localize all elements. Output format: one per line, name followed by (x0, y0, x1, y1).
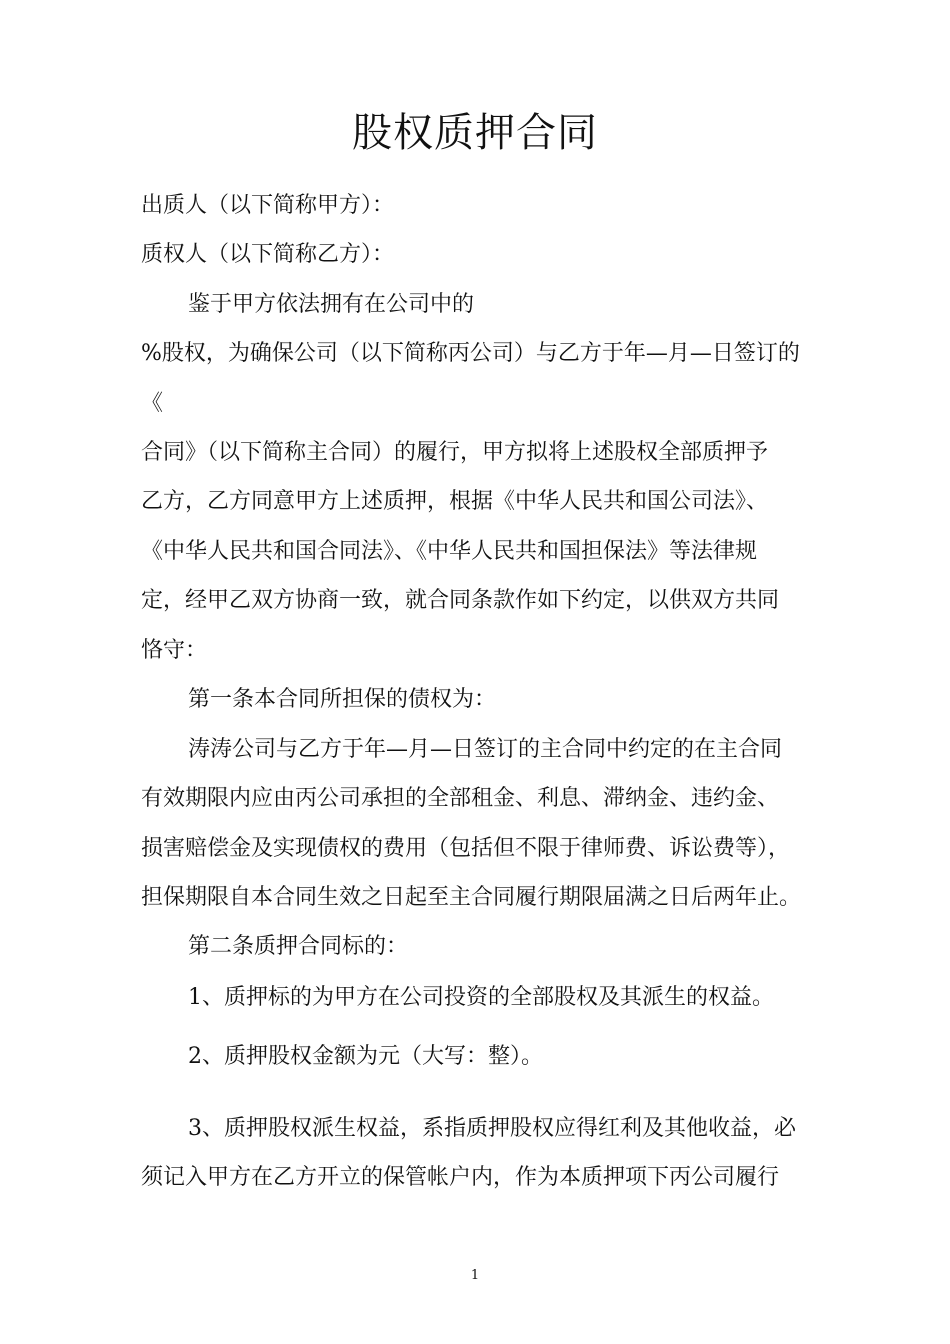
article-2-item-3: 3、质押股权派生权益，系指质押股权应得红利及其他收益，必 (188, 1116, 796, 1141)
article-1-line: 有效期限内应由丙公司承担的全部租金、利息、滞纳金、违约金、 (141, 786, 780, 811)
pledgor-line: 出质人（以下简称甲方）： (141, 193, 395, 218)
recital-line: %股权，为确保公司（以下简称丙公司）与乙方于年—月—日签订的 (141, 341, 800, 366)
recital-line: 合同》（以下简称主合同）的履行，甲方拟将上述股权全部质押予 (141, 440, 769, 465)
article-1-line: 涛涛公司与乙方于年—月—日签订的主合同中约定的在主合同 (188, 737, 783, 762)
recital-line: 乙方，乙方同意甲方上述质押，根据《中华人民共和国公司法》、 (141, 489, 769, 514)
pledgee-line: 质权人（以下简称乙方）： (141, 242, 395, 267)
article-1-heading: 第一条本合同所担保的债权为： (188, 687, 497, 712)
recital-line: 恪守： (141, 638, 208, 663)
recital-line: 定，经甲乙双方协商一致，就合同条款作如下约定，以供双方共同 (141, 588, 780, 613)
page-number: 1 (470, 1268, 480, 1283)
article-2-item-1: 1、质押标的为甲方在公司投资的全部股权及其派生的权益。 (188, 985, 774, 1010)
recital-line: 鉴于甲方依法拥有在公司中的 (188, 292, 475, 317)
article-1-line: 损害赔偿金及实现债权的费用（包括但不限于律师费、诉讼费等）， (141, 836, 791, 861)
article-1-line: 担保期限自本合同生效之日起至主合同履行期限届满之日后两年止。 (141, 885, 802, 910)
article-2-item-2: 2、质押股权金额为元（大写：整）。 (188, 1044, 543, 1069)
recital-line: 《中华人民共和国合同法》、《中华人民共和国担保法》等法律规 (141, 539, 758, 564)
recital-line: 《 (141, 391, 164, 416)
article-2-heading: 第二条质押合同标的： (188, 934, 409, 959)
document-title: 股权质押合同 (352, 110, 598, 156)
article-2-item-3-continued: 须记入甲方在乙方开立的保管帐户内，作为本质押项下丙公司履行 (141, 1165, 780, 1190)
